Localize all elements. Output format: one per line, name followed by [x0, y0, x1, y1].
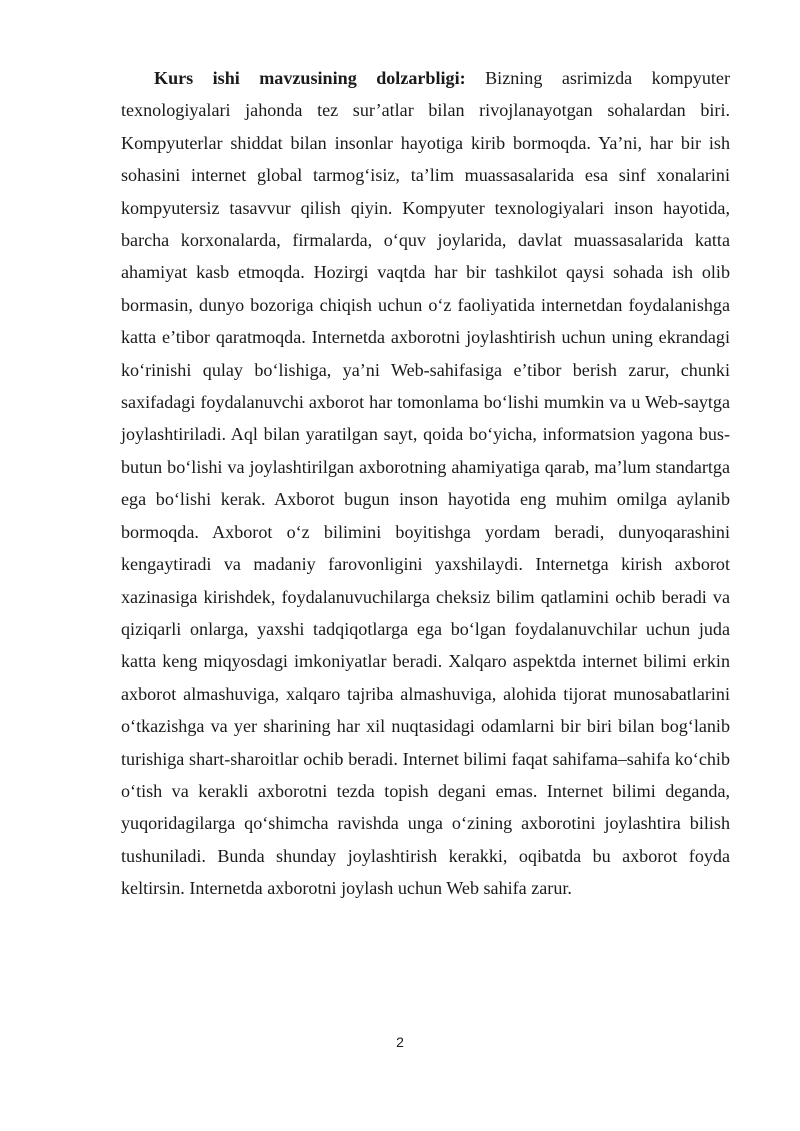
body-paragraph [121, 62, 730, 905]
page-number: 2 [396, 1034, 404, 1050]
section-heading: Kurs ishi mavzusining dolzarbligi: [154, 68, 466, 88]
paragraph-text: Bizning asrimizda kompyuter texnologiyalari jahonda tez sur’atlar bilan rivojlanayotgan sohalardan biri. Kompyuterlar shiddat bilan insonlar hayotiga kirib bormoqda. Ya’ni, har bir ish sohasini internet global tarmog‘isiz, ta’lim muassasalarida esa sinf xonalarini kompyutersiz tasavvur qilish qiyin. Kompyuter texnologiyalari inson hayotida, barcha korxonalarda, firmalarda, o‘quv joylarida, davlat muassasalarida katta ahamiyat kasb etmoqda. Hozirgi vaqtda har bir tashkilot qaysi sohada ish olib bormasin, dunyo bozoriga chiqish uchun o‘z faoliyatida internetdan foydalanishga katta e’tibor qaratmoqda. Internetda axborotni joylashtirish uchun uning ekrandagi ko‘rinishi qulay bo‘lishiga, ya’ni Web-sahifasiga e’tibor berish zarur, chunki saxifadagi foydalanuvchi axborot har tomonlama bo‘lishi mumkin va u Web-saytga joylashtiriladi. Aql bilan yaratilgan sayt, qoida bo‘yicha, informatsion yagona bus-butun bo‘lishi va joylashtirilgan axborotning ahamiyatiga qarab, ma’lum standartga ega bo‘lishi kerak. Axborot bugun inson hayotida eng muhim omilga aylanib bormoqda. Axborot o‘z bilimini boyitishga yordam beradi, dunyoqarashini kengaytiradi va madaniy farovonligini yaxshilaydi. Internetga kirish axborot xazinasiga kirishdek, foydalanuvuchilarga cheksiz bilim qatlamini ochib beradi va qiziqarli onlarga, yaxshi tadqiqotlarga ega bo‘lgan foydalanuvchilar uchun juda katta keng miqyosdagi imkoniyatlar beradi. Xalqaro aspektda internet bilimi erkin axborot almashuviga, xalqaro tajriba almashuviga, alohida tijorat munosabatlarini o‘tkazishga va yer sharining har xil nuqtasidagi odamlarni bir biri bilan bog‘lanib turishiga shart-sharoitlar ochib beradi. Internet bilimi faqat sahifama–sahifa ko‘chib o‘tish va kerakli axborotni tezda topish degani emas. Internet bilimi deganda, yuqoridagilarga qo‘shimcha ravishda unga o‘zining axborotini joylashtira bilish tushuniladi. Bunda shunday joylashtirish kerakki, oqibatda bu axborot foyda keltirsin. Internetda axborotni joylash uchun Web sahifa zarur. [121, 68, 730, 899]
